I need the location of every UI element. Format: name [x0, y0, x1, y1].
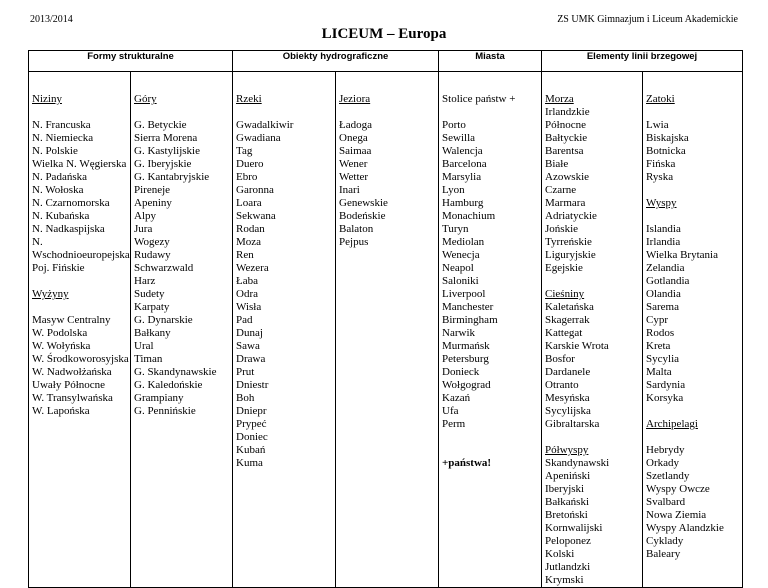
list-item: Hamburg	[442, 197, 484, 209]
list-item: Szetlandy	[646, 470, 690, 482]
list-item: Inari	[339, 184, 360, 196]
list-item: W. Środkoworosyjska	[32, 353, 129, 365]
list-item: Murmańsk	[442, 340, 490, 352]
list-item: Turyn	[442, 223, 469, 235]
list-item: Jońskie	[545, 223, 579, 235]
miasta-heading: Stolice państw +	[442, 93, 516, 105]
list-item: Hebrydy	[646, 444, 685, 456]
list-item: Sycylia	[646, 353, 680, 365]
list-item: Cypr	[646, 314, 669, 326]
list-item: Malta	[646, 366, 672, 378]
miasta-list	[439, 119, 541, 431]
list-item: Dniestr	[236, 379, 269, 391]
group-cities: Miasta	[439, 51, 542, 72]
list-item: Bodeńskie	[339, 210, 386, 222]
list-item: Porto	[442, 119, 466, 131]
list-item: Wołgograd	[442, 379, 491, 391]
list-item: Fińska	[646, 158, 676, 170]
wyspy-heading: Wyspy	[646, 197, 677, 209]
list-item: Apeniński	[545, 470, 591, 482]
archipelagi-list	[643, 444, 742, 561]
group-coast: Elementy linii brzegowej	[542, 51, 743, 72]
europe-table	[28, 50, 743, 588]
polwyspy-heading: Półwyspy	[545, 444, 589, 456]
list-item: Birmingham	[442, 314, 498, 326]
school-year: 2013/2014	[30, 14, 73, 25]
ciesniny-list	[542, 301, 642, 431]
wyzyny-list	[29, 314, 130, 418]
list-item: Wezera	[236, 262, 269, 274]
list-item: Rudawy	[134, 249, 171, 261]
list-item: Kubań	[236, 444, 266, 456]
list-item: Bałtyckie	[545, 132, 588, 144]
list-item: W. Podolska	[32, 327, 88, 339]
list-item: N. Francuska	[32, 119, 91, 131]
list-item: Lyon	[442, 184, 465, 196]
list-item: Otranto	[545, 379, 579, 391]
list-item: Dardanele	[545, 366, 591, 378]
list-item: Białe	[545, 158, 569, 170]
list-item: Kornwalijski	[545, 522, 603, 534]
list-item: Bałkański	[545, 496, 590, 508]
list-item: Sudety	[134, 288, 165, 300]
list-item: Harz	[134, 275, 156, 287]
list-item: G. Kastylijskie	[134, 145, 200, 157]
list-item: Wschodnioeuropejska	[32, 249, 130, 261]
list-item: N. Czarnomorska	[32, 197, 110, 209]
col-coast-right	[643, 72, 743, 588]
list-item: Ebro	[236, 171, 258, 183]
list-item: Wielka N. Węgierska	[32, 158, 127, 170]
list-item: N. Wołoska	[32, 184, 84, 196]
list-item: Walencja	[442, 145, 483, 157]
list-item: Adriatyckie	[545, 210, 597, 222]
list-item: Pireneje	[134, 184, 171, 196]
list-item: Apeniny	[134, 197, 172, 209]
list-item: Wetter	[339, 171, 369, 183]
list-item: Ren	[236, 249, 254, 261]
list-item: W. Wołyńska	[32, 340, 91, 352]
list-item: G. Dynarskie	[134, 314, 193, 326]
list-item: Zelandia	[646, 262, 685, 274]
list-item: G. Iberyjskie	[134, 158, 192, 170]
col-niziny	[29, 72, 131, 588]
list-item: Wogezy	[134, 236, 170, 248]
archipelagi-heading: Archipelagi	[646, 418, 698, 430]
list-item: Manchester	[442, 301, 494, 313]
list-item: N. Niemiecka	[32, 132, 94, 144]
list-item: G. Kaledońskie	[134, 379, 203, 391]
list-item: Marmara	[545, 197, 586, 209]
wyspy-list	[643, 223, 742, 405]
zatoki-list	[643, 119, 742, 184]
list-item: Irlandia	[646, 236, 681, 248]
list-item: Pad	[236, 314, 253, 326]
list-item: Karpaty	[134, 301, 170, 313]
list-item: Narwik	[442, 327, 476, 339]
list-item: Monachium	[442, 210, 496, 222]
list-item: Bretoński	[545, 509, 588, 521]
school-name: ZS UMK Gimnazjum i Liceum Akademickie	[557, 14, 738, 25]
list-item: Uwały Północne	[32, 379, 106, 391]
list-item: Rodos	[646, 327, 675, 339]
col-jeziora	[336, 72, 439, 588]
list-item: Baleary	[646, 548, 681, 560]
list-item: Pejpus	[339, 236, 369, 248]
list-item: Genewskie	[339, 197, 388, 209]
list-item: Gwadiana	[236, 132, 281, 144]
list-item: Kolski	[545, 548, 575, 560]
list-item: G. Pennińskie	[134, 405, 196, 417]
list-item: W. Transylwańska	[32, 392, 113, 404]
list-item: Kreta	[646, 340, 671, 352]
gory-list	[131, 119, 232, 418]
list-item: Kazań	[442, 392, 471, 404]
list-item: Prypeć	[236, 418, 267, 430]
list-item: N. Polskie	[32, 145, 78, 157]
list-item: Doniec	[236, 431, 268, 443]
list-item: Marsylia	[442, 171, 482, 183]
list-item: Drawa	[236, 353, 266, 365]
list-item: Rodan	[236, 223, 265, 235]
morza-list	[542, 106, 642, 275]
list-item: Czarne	[545, 184, 577, 196]
col-coast-left	[542, 72, 643, 588]
list-item: Liguryjskie	[545, 249, 596, 261]
list-item: Biskajska	[646, 132, 689, 144]
list-item: Grampiany	[134, 392, 184, 404]
list-item: Boh	[236, 392, 255, 404]
list-item: Sarema	[646, 301, 679, 313]
polwyspy-list	[542, 457, 642, 587]
list-item: Sardynia	[646, 379, 686, 391]
list-item: Ryska	[646, 171, 674, 183]
list-item: Wener	[339, 158, 368, 170]
list-item: Schwarzwald	[134, 262, 194, 274]
list-item: Bosfor	[545, 353, 575, 365]
list-item: G. Skandynawskie	[134, 366, 217, 378]
list-item: Gwadalkiwir	[236, 119, 294, 131]
jeziora-heading: Jeziora	[339, 93, 371, 105]
list-item: Wielka Brytania	[646, 249, 718, 261]
list-item: Nowa Ziemia	[646, 509, 707, 521]
col-miasta	[439, 72, 542, 588]
list-item: Sewilla	[442, 132, 476, 144]
rzeki-heading: Rzeki	[236, 93, 262, 105]
list-item: N. Nadkaspijska	[32, 223, 105, 235]
list-item: Moza	[236, 236, 262, 248]
list-item: Balaton	[339, 223, 374, 235]
list-item: Prut	[236, 366, 255, 378]
list-item: Egejskie	[545, 262, 583, 274]
list-item: Alpy	[134, 210, 156, 222]
list-item: Łaba	[236, 275, 258, 287]
list-item: Wisła	[236, 301, 262, 313]
col-gory	[131, 72, 233, 588]
morza-heading: Morza	[545, 93, 574, 105]
list-item: Odra	[236, 288, 259, 300]
list-item: Lwia	[646, 119, 669, 131]
list-item: Jutlandzki	[545, 561, 591, 573]
list-item: Skandynawski	[545, 457, 610, 469]
list-item: Kuma	[236, 457, 263, 469]
niziny-heading: Niziny	[32, 93, 62, 105]
list-item: Barcelona	[442, 158, 487, 170]
rzeki-list	[233, 119, 335, 470]
list-item: Perm	[442, 418, 466, 430]
list-item: Dniepr	[236, 405, 267, 417]
list-item: Irlandzkie	[545, 106, 590, 118]
list-item: Svalbard	[646, 496, 686, 508]
list-item: Gibraltarska	[545, 418, 600, 430]
list-item: Liverpool	[442, 288, 486, 300]
list-item: Peloponez	[545, 535, 591, 547]
list-item: G. Betyckie	[134, 119, 187, 131]
list-item: Cyklady	[646, 535, 684, 547]
list-item: Kattegat	[545, 327, 583, 339]
list-item: Kaletańska	[545, 301, 594, 313]
list-item: N. Padańska	[32, 171, 87, 183]
list-item: N.	[32, 236, 43, 248]
list-item: Gotlandia	[646, 275, 690, 287]
col-rzeki	[233, 72, 336, 588]
list-item: Tag	[236, 145, 253, 157]
list-item: W. Nadwołżańska	[32, 366, 112, 378]
list-item: Krymski	[545, 574, 584, 586]
list-item: Petersburg	[442, 353, 489, 365]
list-item: Barentsa	[545, 145, 584, 157]
list-item: Tyrreńskie	[545, 236, 592, 248]
list-item: W. Lapońska	[32, 405, 90, 417]
list-item: Karskie Wrota	[545, 340, 609, 352]
ciesniny-heading: Cieśniny	[545, 288, 585, 300]
list-item: Bałkany	[134, 327, 171, 339]
list-item: Sycylijska	[545, 405, 591, 417]
jeziora-list	[336, 119, 438, 249]
list-item: Timan	[134, 353, 163, 365]
list-item: Loara	[236, 197, 262, 209]
list-item: G. Kantabryjskie	[134, 171, 210, 183]
group-forms: Formy strukturalne	[29, 51, 233, 72]
zatoki-heading: Zatoki	[646, 93, 675, 105]
list-item: Botnicka	[646, 145, 686, 157]
list-item: Onega	[339, 132, 368, 144]
list-item: Iberyjski	[545, 483, 585, 495]
list-item: Poj. Fińskie	[32, 262, 85, 274]
list-item: Mediolan	[442, 236, 485, 248]
list-item: Wyspy Owcze	[646, 483, 710, 495]
list-item: Ural	[134, 340, 154, 352]
list-item: Sawa	[236, 340, 260, 352]
list-item: Masyw Centralny	[32, 314, 111, 326]
list-item: Neapol	[442, 262, 474, 274]
list-item: Jura	[134, 223, 153, 235]
list-item: Mesyńska	[545, 392, 590, 404]
wyzyny-heading: Wyżyny	[32, 288, 69, 300]
miasta-note: +państwa!	[442, 457, 492, 469]
list-item: Skagerrak	[545, 314, 590, 326]
list-item: Wyspy Alandzkie	[646, 522, 724, 534]
page-title: LICEUM – Europa	[321, 26, 447, 42]
group-hydro: Obiekty hydrograficzne	[233, 51, 439, 72]
list-item: Garonna	[236, 184, 274, 196]
list-item: Wenecja	[442, 249, 480, 261]
list-item: Dunaj	[236, 327, 263, 339]
list-item: Ufa	[442, 405, 459, 417]
list-item: Duero	[236, 158, 264, 170]
list-item: Sierra Morena	[134, 132, 198, 144]
list-item: Donieck	[442, 366, 480, 378]
list-item: Saimaa	[339, 145, 372, 157]
list-item: Sekwana	[236, 210, 276, 222]
gory-heading: Góry	[134, 93, 157, 105]
list-item: Azowskie	[545, 171, 590, 183]
list-item: Orkady	[646, 457, 680, 469]
list-item: Islandia	[646, 223, 681, 235]
list-item: N. Kubańska	[32, 210, 90, 222]
niziny-list	[29, 119, 130, 275]
list-item: Ładoga	[339, 119, 372, 131]
list-item: Północne	[545, 119, 586, 131]
list-item: Olandia	[646, 288, 681, 300]
list-item: Saloniki	[442, 275, 479, 287]
list-item: Korsyka	[646, 392, 684, 404]
